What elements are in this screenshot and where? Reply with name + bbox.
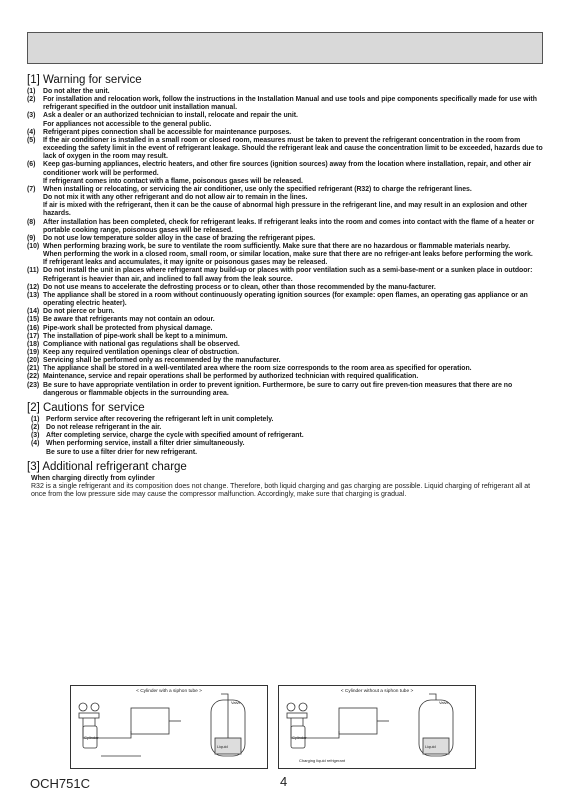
item-line: When performing brazing work, be sure to ventilate the room sufficiently. Make sure that there are no hazardous or flammable materials nearby. <box>43 242 511 250</box>
item-number: (9) <box>27 234 36 242</box>
item-line: Do not install the unit in places where refrigerant may build-up or places with poor ventilation such as a semi-base-ment or a sunken place in outdoor: Refrigerant is heavier than air, and inclined to fall away from the leak source. <box>43 267 533 283</box>
item-line: For appliances not accessible to the general public. <box>43 120 212 128</box>
item-text <box>43 365 543 373</box>
item-text <box>43 316 543 324</box>
cylinder-label: Cylinder <box>292 735 307 740</box>
list-item <box>27 325 543 333</box>
item-text <box>46 424 543 432</box>
item-number: (3) <box>31 432 40 440</box>
list-item <box>27 382 543 398</box>
charging-paragraph: R32 is a single refrigerant and its composition does not change. Therefore, both liquid charging and gas charging are possible. Liquid charging of refrigerant all at once from the low pressure side may cause the compressor malfunction. Accordingly, make sure that charging is gradual. <box>31 482 531 499</box>
additional-charge-heading: [3] Additional refrigerant charge <box>27 460 187 473</box>
list-item <box>27 424 543 432</box>
item-number: (22) <box>27 373 40 381</box>
item-number: (5) <box>27 136 36 144</box>
cautions-list <box>27 416 543 457</box>
item-number: (1) <box>31 415 40 423</box>
list-item <box>27 349 543 357</box>
item-number: (6) <box>27 161 36 169</box>
item-line: Keep any required ventilation openings clear of obstruction. <box>43 349 239 356</box>
item-number: (8) <box>27 218 36 226</box>
item-line: Refrigerant pipes connection shall be accessible for maintenance purposes. <box>43 128 292 136</box>
charging-subheading: When charging directly from cylinder <box>31 474 155 482</box>
item-number: (4) <box>27 128 36 136</box>
gauge-icon <box>79 703 87 711</box>
list-item <box>27 219 543 235</box>
item-line: Do not use means to accelerate the defrosting process or to clean, other than those recommended by the manu-facturer. <box>43 283 436 291</box>
list-item <box>27 357 543 365</box>
charging-note: Charging liquid refrigerant <box>299 758 346 763</box>
item-text <box>43 325 543 333</box>
list-item <box>27 88 543 96</box>
diagram-without-siphon <box>278 685 476 769</box>
item-text <box>43 292 543 308</box>
warning-list <box>27 88 543 398</box>
item-number: (18) <box>27 340 40 348</box>
item-text <box>43 96 543 112</box>
item-line: If refrigerant comes into contact with a flame, poisonous gases will be released. <box>43 177 303 185</box>
item-line: After completing service, charge the cycle with specified amount of refrigerant. <box>46 432 304 440</box>
diagram-caption: < Cylinder without a siphon tube > <box>340 689 414 694</box>
cautions-heading: [2] Cautions for service <box>27 401 145 414</box>
list-item <box>27 161 543 185</box>
item-line: For installation and relocation work, follow the instructions in the Installation Manual and use tools and pipe components specifically made for use with refrigerant specified in the outdoor unit installation manual. <box>43 96 537 112</box>
item-line: Servicing shall be performed only as recommended by the manufacturer. <box>43 357 281 365</box>
item-text <box>43 357 543 365</box>
item-text <box>43 112 543 128</box>
item-text <box>43 137 543 161</box>
item-number: (23) <box>27 381 40 389</box>
diagram-with-siphon <box>70 685 268 769</box>
item-line: Be sure to have appropriate ventilation in order to prevent ignition. Furthermore, be sure to carry out fire preven-tion measures that there are no dangerous or flammable objects in the surrounding area. <box>43 381 513 397</box>
item-line: Pipe-work shall be protected from physical damage. <box>43 324 213 332</box>
list-item <box>27 316 543 324</box>
item-text <box>43 186 543 219</box>
item-text <box>43 373 543 381</box>
list-item <box>27 129 543 137</box>
list-item <box>27 432 543 440</box>
list-item <box>27 284 543 292</box>
list-item <box>27 341 543 349</box>
item-line: The appliance shall be stored in a well-ventilated area where the room size corresponds to the room area as specified for operation. <box>43 365 472 373</box>
diagram-caption: < Cylinder with a siphon tube > <box>136 689 202 694</box>
item-number: (16) <box>27 324 40 332</box>
item-number: (2) <box>27 96 36 104</box>
item-text <box>43 308 543 316</box>
list-item <box>27 235 543 243</box>
item-line: If refrigerant leaks and accumulates, it may ignite or poisonous gases may be released. <box>43 259 328 267</box>
item-line: Perform service after recovering the refrigerant left in unit completely. <box>46 415 274 423</box>
item-line: When performing the work in a closed room, small room, or similar location, make sure that there are no refriger-ant leaks before performing the work. <box>43 251 533 259</box>
item-number: (15) <box>27 316 40 324</box>
item-line: When installing or relocating, or servicing the air conditioner, use only the specified refrigerant (R32) to charge the refrigerant lines. <box>43 185 472 193</box>
item-line: Do not alter the unit. <box>43 88 110 95</box>
item-text <box>43 333 543 341</box>
item-line: Do not pierce or burn. <box>43 308 115 316</box>
item-text <box>43 219 543 235</box>
item-number: (2) <box>31 424 40 432</box>
item-line: When performing service, install a filter drier simultaneously. <box>46 440 245 448</box>
list-item <box>27 308 543 316</box>
item-number: (13) <box>27 291 40 299</box>
item-number: (17) <box>27 332 40 340</box>
item-number: (11) <box>27 267 39 275</box>
item-line: Maintenance, service and repair operations shall be performed by authorized technician with required qualification. <box>43 373 419 381</box>
additional-charge-section <box>27 461 543 500</box>
item-number: (3) <box>27 112 36 120</box>
item-text <box>43 235 543 243</box>
document-body <box>27 70 543 499</box>
item-text <box>43 88 543 96</box>
list-item <box>27 112 543 128</box>
list-item <box>27 440 543 456</box>
item-text <box>43 349 543 357</box>
cautions-section <box>27 402 543 457</box>
item-line: Ask a dealer or an authorized technician to install, relocate and repair the unit. <box>43 112 298 120</box>
item-number: (20) <box>27 357 40 365</box>
model-code: OCH751C <box>30 776 90 791</box>
list-item <box>27 96 543 112</box>
item-line: Do not mix it with any other refrigerant and do not allow air to remain in the lines. <box>43 194 308 202</box>
liquid-label: Liquid <box>217 744 228 749</box>
item-text <box>46 416 543 424</box>
item-number: (1) <box>27 88 36 95</box>
list-item <box>27 137 543 161</box>
item-line: The installation of pipe-work shall be kept to a minimum. <box>43 332 228 340</box>
list-item <box>27 243 543 267</box>
gauge-icon <box>299 703 307 711</box>
item-text <box>43 382 543 398</box>
cylinder-label: Cylinder <box>84 735 99 740</box>
list-item <box>27 333 543 341</box>
warning-heading: [1] Warning for service <box>27 74 142 86</box>
item-line: Do not release refrigerant in the air. <box>46 424 162 432</box>
list-item <box>27 292 543 308</box>
header-bar <box>27 32 543 64</box>
valve-label: Valve <box>231 700 241 705</box>
list-item <box>27 373 543 381</box>
list-item <box>27 416 543 424</box>
list-item <box>27 186 543 219</box>
item-line: If the air conditioner is installed in a small room or closed room, measures must be taken to prevent the refrigerant concentration in the room from exceeding the safety limit in the event of refrigerant leakage. Should the refrigerant leak and cause the concentration limit to be exceeded, hazards due to lack of oxygen in the room may result. <box>43 136 543 161</box>
item-line: After installation has been completed, check for refrigerant leaks. If refrigerant leaks into the room and comes into contact with the flame of a heater or portable cooking range, poisonous gases will be released. <box>43 218 535 234</box>
no-siphon-diagram-drawing <box>279 686 475 768</box>
item-text <box>43 129 543 137</box>
item-line: If air is mixed with the refrigerant, then it can be the cause of abnormal high pressure in the refrigerant line, and may result in an explosion and other hazards. <box>43 202 528 218</box>
item-number: (14) <box>27 308 40 316</box>
item-line: Do not use low temperature solder alloy in the case of brazing the refrigerant pipes. <box>43 234 316 242</box>
item-text <box>43 267 543 283</box>
warning-section <box>27 74 543 398</box>
item-text <box>43 341 543 349</box>
item-text <box>46 432 543 440</box>
item-text <box>46 440 543 456</box>
item-line: Be aware that refrigerants may not contain an odour. <box>43 316 215 324</box>
item-text <box>43 243 543 267</box>
valve-label: Valve <box>439 700 449 705</box>
gauge-icon <box>91 703 99 711</box>
item-number: (12) <box>27 283 40 291</box>
item-number: (4) <box>31 440 40 448</box>
list-item <box>27 365 543 373</box>
item-text <box>43 161 543 185</box>
item-line: Be sure to use a filter drier for new refrigerant. <box>46 448 198 456</box>
liquid-label: Liquid <box>425 744 436 749</box>
item-number: (21) <box>27 365 40 373</box>
list-item <box>27 267 543 283</box>
item-line: The appliance shall be stored in a room without continuously operating ignition sources (for example: open flames, an operating gas appliance or an operating electric heater). <box>43 291 528 308</box>
item-number: (19) <box>27 349 40 356</box>
item-text <box>43 284 543 292</box>
item-line: Compliance with national gas regulations shall be observed. <box>43 340 240 348</box>
item-number: (10) <box>27 242 40 250</box>
charging-diagrams <box>70 685 538 770</box>
item-line: Keep gas-burning appliances, electric heaters, and other fire sources (ignition sources) away from the location where installation, repair, and other air conditioner work will be performed. <box>43 161 532 177</box>
item-number: (7) <box>27 185 36 193</box>
page-number: 4 <box>280 774 288 789</box>
gauge-icon <box>287 703 295 711</box>
siphon-diagram-drawing <box>71 686 267 768</box>
